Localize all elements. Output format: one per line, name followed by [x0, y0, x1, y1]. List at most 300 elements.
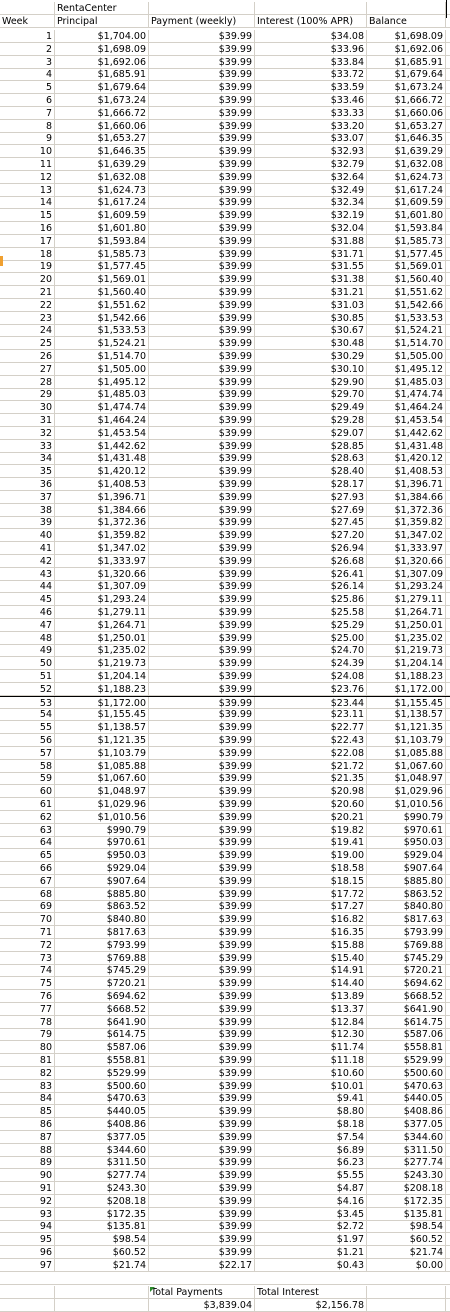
cell-principal[interactable]: $1,359.82 [55, 529, 149, 542]
cell-balance[interactable]: $950.03 [367, 836, 446, 849]
col-header-week[interactable]: Week [0, 15, 55, 28]
cell-payment[interactable]: $39.99 [149, 363, 255, 376]
cell-week[interactable]: 79 [0, 1028, 55, 1041]
cell-balance[interactable]: $1,505.00 [367, 350, 446, 363]
cell-week[interactable]: 97 [0, 1259, 55, 1272]
cell-principal[interactable]: $1,372.36 [55, 516, 149, 529]
cell-payment[interactable]: $39.99 [149, 747, 255, 760]
cell-week[interactable]: 77 [0, 1003, 55, 1016]
cell-interest[interactable]: $11.74 [255, 1041, 367, 1054]
cell-interest[interactable]: $12.30 [255, 1028, 367, 1041]
cell-balance[interactable]: $1,653.27 [367, 120, 446, 133]
cell-payment[interactable]: $39.99 [149, 926, 255, 939]
cell-week[interactable]: 35 [0, 465, 55, 478]
cell-interest[interactable]: $31.03 [255, 299, 367, 312]
cell-week[interactable]: 41 [0, 542, 55, 555]
cell-payment[interactable]: $39.99 [149, 1182, 255, 1195]
cell-balance[interactable]: $1,103.79 [367, 734, 446, 747]
cell-week[interactable]: 96 [0, 1246, 55, 1259]
cell-principal[interactable]: $970.61 [55, 836, 149, 849]
cell-interest[interactable]: $25.86 [255, 593, 367, 606]
cell-interest[interactable]: $28.40 [255, 465, 367, 478]
totals-cell-a[interactable] [0, 1286, 55, 1299]
cell-interest[interactable]: $25.29 [255, 619, 367, 632]
cell-payment[interactable]: $39.99 [149, 862, 255, 875]
cell-week[interactable]: 88 [0, 1144, 55, 1157]
cell-payment[interactable]: $39.99 [149, 286, 255, 299]
cell-balance[interactable]: $1,646.35 [367, 132, 446, 145]
cell-principal[interactable]: $1,585.73 [55, 248, 149, 261]
cell-principal[interactable]: $529.99 [55, 1067, 149, 1080]
cell-week[interactable]: 7 [0, 107, 55, 120]
cell-balance[interactable]: $720.21 [367, 964, 446, 977]
cell-interest[interactable]: $21.72 [255, 760, 367, 773]
cell-payment[interactable]: $39.99 [149, 81, 255, 94]
cell-interest[interactable]: $32.04 [255, 222, 367, 235]
cell-payment[interactable]: $39.99 [149, 939, 255, 952]
cell-balance[interactable]: $1,320.66 [367, 555, 446, 568]
cell-week[interactable]: 48 [0, 632, 55, 645]
cell-week[interactable]: 22 [0, 299, 55, 312]
cell-interest[interactable]: $24.08 [255, 670, 367, 683]
cell-payment[interactable]: $39.99 [149, 1131, 255, 1144]
cell-interest[interactable]: $29.28 [255, 414, 367, 427]
cell-balance[interactable]: $1,372.36 [367, 504, 446, 517]
cell-principal[interactable]: $1,293.24 [55, 593, 149, 606]
cell-balance[interactable]: $311.50 [367, 1144, 446, 1157]
cell-balance[interactable]: $1,431.48 [367, 440, 446, 453]
cell-principal[interactable]: $1,085.88 [55, 760, 149, 773]
total-interest-value[interactable]: $2,156.78 [255, 1299, 367, 1312]
cell-balance[interactable]: $1,660.06 [367, 107, 446, 120]
cell-week[interactable]: 75 [0, 977, 55, 990]
cell-interest[interactable]: $7.54 [255, 1131, 367, 1144]
cell-principal[interactable]: $641.90 [55, 1016, 149, 1029]
cell-week[interactable]: 68 [0, 888, 55, 901]
cell-balance[interactable]: $817.63 [367, 913, 446, 926]
cell-interest[interactable]: $30.85 [255, 312, 367, 325]
cell-balance[interactable]: $1,617.24 [367, 184, 446, 197]
cell-interest[interactable]: $31.71 [255, 248, 367, 261]
cell-payment[interactable]: $39.99 [149, 209, 255, 222]
cell-principal[interactable]: $1,609.59 [55, 209, 149, 222]
cell-payment[interactable]: $39.99 [149, 708, 255, 721]
cell-principal[interactable]: $1,420.12 [55, 465, 149, 478]
cell-principal[interactable]: $243.30 [55, 1182, 149, 1195]
cell-interest[interactable]: $13.89 [255, 990, 367, 1003]
cell-week[interactable]: 53 [0, 697, 55, 710]
cell-payment[interactable]: $39.99 [149, 30, 255, 43]
cell-balance[interactable]: $1,692.06 [367, 43, 446, 56]
cell-balance[interactable]: $793.99 [367, 926, 446, 939]
cell-week[interactable]: 81 [0, 1054, 55, 1067]
cell-week[interactable]: 93 [0, 1208, 55, 1221]
cell-payment[interactable]: $39.99 [149, 452, 255, 465]
cell-principal[interactable]: $1,235.02 [55, 644, 149, 657]
cell-payment[interactable]: $39.99 [149, 811, 255, 824]
cell-interest[interactable]: $1.97 [255, 1233, 367, 1246]
cell-principal[interactable]: $1,593.84 [55, 235, 149, 248]
cell-payment[interactable]: $39.99 [149, 1118, 255, 1131]
cell-balance[interactable]: $1,624.73 [367, 171, 446, 184]
cell-week[interactable]: 2 [0, 43, 55, 56]
cell-principal[interactable]: $1,474.74 [55, 401, 149, 414]
cell-week[interactable]: 28 [0, 376, 55, 389]
cell-payment[interactable]: $39.99 [149, 56, 255, 69]
cell-interest[interactable]: $28.63 [255, 452, 367, 465]
cell-balance[interactable]: $694.62 [367, 977, 446, 990]
cell-payment[interactable]: $39.99 [149, 171, 255, 184]
cell-balance[interactable]: $1,235.02 [367, 632, 446, 645]
cell-payment[interactable]: $39.99 [149, 721, 255, 734]
cell-principal[interactable]: $21.74 [55, 1259, 149, 1272]
cell-balance[interactable]: $1,514.70 [367, 337, 446, 350]
header-cell-d1[interactable] [255, 2, 367, 15]
cell-week[interactable]: 25 [0, 337, 55, 350]
cell-principal[interactable]: $1,121.35 [55, 734, 149, 747]
cell-interest[interactable]: $27.45 [255, 516, 367, 529]
cell-balance[interactable]: $1,685.91 [367, 56, 446, 69]
cell-balance[interactable]: $1,542.66 [367, 299, 446, 312]
cell-interest[interactable]: $25.58 [255, 606, 367, 619]
cell-interest[interactable]: $3.45 [255, 1208, 367, 1221]
cell-payment[interactable]: $39.99 [149, 606, 255, 619]
cell-principal[interactable]: $720.21 [55, 977, 149, 990]
cell-principal[interactable]: $1,601.80 [55, 222, 149, 235]
cell-week[interactable]: 39 [0, 516, 55, 529]
cell-principal[interactable]: $440.05 [55, 1105, 149, 1118]
cell-interest[interactable]: $18.15 [255, 875, 367, 888]
cell-balance[interactable]: $1,333.97 [367, 542, 446, 555]
cell-interest[interactable]: $22.43 [255, 734, 367, 747]
cell-interest[interactable]: $15.88 [255, 939, 367, 952]
cell-week[interactable]: 10 [0, 145, 55, 158]
cell-interest[interactable]: $29.70 [255, 388, 367, 401]
cell-payment[interactable]: $39.99 [149, 43, 255, 56]
cell-week[interactable]: 72 [0, 939, 55, 952]
cell-week[interactable]: 14 [0, 196, 55, 209]
cell-week[interactable]: 62 [0, 811, 55, 824]
cell-principal[interactable]: $817.63 [55, 926, 149, 939]
cell-payment[interactable]: $22.17 [149, 1259, 255, 1272]
cell-balance[interactable]: $614.75 [367, 1016, 446, 1029]
cell-week[interactable]: 18 [0, 248, 55, 261]
cell-interest[interactable]: $24.39 [255, 657, 367, 670]
cell-principal[interactable]: $1,307.09 [55, 580, 149, 593]
cell-balance[interactable]: $1,464.24 [367, 401, 446, 414]
cell-principal[interactable]: $1,204.14 [55, 670, 149, 683]
cell-principal[interactable]: $1,632.08 [55, 171, 149, 184]
cell-interest[interactable]: $20.21 [255, 811, 367, 824]
cell-principal[interactable]: $1,505.00 [55, 363, 149, 376]
cell-principal[interactable]: $1,048.97 [55, 785, 149, 798]
cell-balance[interactable]: $1,138.57 [367, 708, 446, 721]
cell-interest[interactable]: $10.01 [255, 1080, 367, 1093]
cell-week[interactable]: 78 [0, 1016, 55, 1029]
cell-week[interactable]: 70 [0, 913, 55, 926]
cell-payment[interactable]: $39.99 [149, 1233, 255, 1246]
cell-balance[interactable]: $1,569.01 [367, 260, 446, 273]
totals-value-cell-e[interactable] [367, 1299, 446, 1312]
cell-payment[interactable]: $39.99 [149, 785, 255, 798]
cell-principal[interactable]: $929.04 [55, 862, 149, 875]
cell-balance[interactable]: $1,347.02 [367, 529, 446, 542]
cell-payment[interactable]: $39.99 [149, 542, 255, 555]
cell-interest[interactable]: $29.07 [255, 427, 367, 440]
cell-week[interactable]: 38 [0, 504, 55, 517]
cell-principal[interactable]: $1,103.79 [55, 747, 149, 760]
cell-balance[interactable]: $1,219.73 [367, 644, 446, 657]
cell-week[interactable]: 16 [0, 222, 55, 235]
cell-week[interactable]: 4 [0, 68, 55, 81]
cell-interest[interactable]: $0.43 [255, 1259, 367, 1272]
cell-principal[interactable]: $1,560.40 [55, 286, 149, 299]
cell-interest[interactable]: $32.49 [255, 184, 367, 197]
cell-week[interactable]: 3 [0, 56, 55, 69]
cell-payment[interactable]: $39.99 [149, 849, 255, 862]
cell-interest[interactable]: $30.67 [255, 324, 367, 337]
cell-week[interactable]: 36 [0, 478, 55, 491]
cell-balance[interactable]: $1,121.35 [367, 721, 446, 734]
cell-principal[interactable]: $1,569.01 [55, 273, 149, 286]
cell-payment[interactable]: $39.99 [149, 273, 255, 286]
cell-payment[interactable]: $39.99 [149, 568, 255, 581]
cell-interest[interactable]: $17.72 [255, 888, 367, 901]
cell-week[interactable]: 91 [0, 1182, 55, 1195]
cell-week[interactable]: 90 [0, 1169, 55, 1182]
cell-principal[interactable]: $1,685.91 [55, 68, 149, 81]
cell-week[interactable]: 49 [0, 644, 55, 657]
cell-interest[interactable]: $32.93 [255, 145, 367, 158]
cell-balance[interactable]: $1,609.59 [367, 196, 446, 209]
cell-principal[interactable]: $558.81 [55, 1054, 149, 1067]
cell-principal[interactable]: $1,524.21 [55, 337, 149, 350]
cell-week[interactable]: 50 [0, 657, 55, 670]
cell-principal[interactable]: $1,464.24 [55, 414, 149, 427]
cell-week[interactable]: 44 [0, 580, 55, 593]
cell-principal[interactable]: $277.74 [55, 1169, 149, 1182]
cell-payment[interactable]: $39.99 [149, 990, 255, 1003]
cell-principal[interactable]: $1,250.01 [55, 632, 149, 645]
cell-principal[interactable]: $1,442.62 [55, 440, 149, 453]
cell-payment[interactable]: $39.99 [149, 1195, 255, 1208]
cell-week[interactable]: 42 [0, 555, 55, 568]
cell-balance[interactable]: $1,029.96 [367, 785, 446, 798]
cell-principal[interactable]: $1,485.03 [55, 388, 149, 401]
cell-payment[interactable]: $39.99 [149, 1041, 255, 1054]
cell-principal[interactable]: $1,219.73 [55, 657, 149, 670]
cell-interest[interactable]: $20.98 [255, 785, 367, 798]
cell-balance[interactable]: $21.74 [367, 1246, 446, 1259]
cell-interest[interactable]: $5.55 [255, 1169, 367, 1182]
cell-interest[interactable]: $8.80 [255, 1105, 367, 1118]
cell-interest[interactable]: $6.89 [255, 1144, 367, 1157]
cell-payment[interactable]: $39.99 [149, 94, 255, 107]
cell-interest[interactable]: $26.14 [255, 580, 367, 593]
cell-payment[interactable]: $39.99 [149, 350, 255, 363]
cell-balance[interactable]: $529.99 [367, 1054, 446, 1067]
cell-payment[interactable]: $39.99 [149, 1092, 255, 1105]
cell-payment[interactable]: $39.99 [149, 184, 255, 197]
cell-payment[interactable]: $39.99 [149, 491, 255, 504]
cell-principal[interactable]: $793.99 [55, 939, 149, 952]
cell-principal[interactable]: $1,514.70 [55, 350, 149, 363]
cell-principal[interactable]: $1,279.11 [55, 606, 149, 619]
cell-principal[interactable]: $1,577.45 [55, 260, 149, 273]
cell-principal[interactable]: $1,673.24 [55, 94, 149, 107]
header-cell-e1[interactable] [367, 2, 446, 15]
cell-balance[interactable]: $558.81 [367, 1041, 446, 1054]
cell-balance[interactable]: $1,307.09 [367, 568, 446, 581]
cell-interest[interactable]: $4.87 [255, 1182, 367, 1195]
cell-week[interactable]: 80 [0, 1041, 55, 1054]
cell-week[interactable]: 95 [0, 1233, 55, 1246]
cell-balance[interactable]: $1,533.53 [367, 312, 446, 325]
cell-balance[interactable]: $1,408.53 [367, 465, 446, 478]
cell-interest[interactable]: $19.00 [255, 849, 367, 862]
cell-interest[interactable]: $16.35 [255, 926, 367, 939]
cell-week[interactable]: 57 [0, 747, 55, 760]
cell-payment[interactable]: $39.99 [149, 427, 255, 440]
cell-balance[interactable]: $1,067.60 [367, 760, 446, 773]
cell-payment[interactable]: $39.99 [149, 670, 255, 683]
cell-interest[interactable]: $33.20 [255, 120, 367, 133]
cell-principal[interactable]: $668.52 [55, 1003, 149, 1016]
cell-week[interactable]: 63 [0, 824, 55, 837]
cell-week[interactable]: 34 [0, 452, 55, 465]
cell-payment[interactable]: $39.99 [149, 593, 255, 606]
cell-interest[interactable]: $27.93 [255, 491, 367, 504]
cell-principal[interactable]: $208.18 [55, 1195, 149, 1208]
cell-payment[interactable]: $39.99 [149, 529, 255, 542]
cell-week[interactable]: 89 [0, 1156, 55, 1169]
cell-principal[interactable]: $840.80 [55, 913, 149, 926]
cell-balance[interactable]: $60.52 [367, 1233, 446, 1246]
cell-balance[interactable]: $1,577.45 [367, 248, 446, 261]
cell-week[interactable]: 21 [0, 286, 55, 299]
cell-principal[interactable]: $1,692.06 [55, 56, 149, 69]
col-header-payment[interactable]: Payment (weekly) [149, 15, 255, 28]
cell-week[interactable]: 32 [0, 427, 55, 440]
cell-balance[interactable]: $1,384.66 [367, 491, 446, 504]
cell-balance[interactable]: $1,048.97 [367, 772, 446, 785]
cell-interest[interactable]: $23.44 [255, 697, 367, 710]
cell-balance[interactable]: $500.60 [367, 1067, 446, 1080]
cell-principal[interactable]: $1,666.72 [55, 107, 149, 120]
cell-balance[interactable]: $1,420.12 [367, 452, 446, 465]
cell-payment[interactable]: $39.99 [149, 632, 255, 645]
cell-interest[interactable]: $15.40 [255, 952, 367, 965]
cell-principal[interactable]: $1,408.53 [55, 478, 149, 491]
cell-interest[interactable]: $16.82 [255, 913, 367, 926]
cell-balance[interactable]: $1,442.62 [367, 427, 446, 440]
cell-principal[interactable]: $1,453.54 [55, 427, 149, 440]
cell-principal[interactable]: $1,172.00 [55, 697, 149, 710]
cell-balance[interactable]: $1,601.80 [367, 209, 446, 222]
cell-interest[interactable]: $23.11 [255, 708, 367, 721]
cell-week[interactable]: 9 [0, 132, 55, 145]
cell-payment[interactable]: $39.99 [149, 619, 255, 632]
cell-principal[interactable]: $172.35 [55, 1208, 149, 1221]
cell-payment[interactable]: $39.99 [149, 772, 255, 785]
cell-week[interactable]: 55 [0, 721, 55, 734]
cell-principal[interactable]: $769.88 [55, 952, 149, 965]
cell-payment[interactable]: $39.99 [149, 1220, 255, 1233]
cell-balance[interactable]: $863.52 [367, 888, 446, 901]
cell-balance[interactable]: $587.06 [367, 1028, 446, 1041]
cell-interest[interactable]: $25.00 [255, 632, 367, 645]
cell-payment[interactable]: $39.99 [149, 824, 255, 837]
cell-principal[interactable]: $863.52 [55, 900, 149, 913]
cell-payment[interactable]: $39.99 [149, 1067, 255, 1080]
cell-principal[interactable]: $990.79 [55, 824, 149, 837]
cell-principal[interactable]: $377.05 [55, 1131, 149, 1144]
cell-week[interactable]: 54 [0, 708, 55, 721]
cell-balance[interactable]: $970.61 [367, 824, 446, 837]
cell-interest[interactable]: $26.41 [255, 568, 367, 581]
total-payments-value[interactable]: $3,839.04 [149, 1299, 255, 1312]
cell-balance[interactable]: $98.54 [367, 1220, 446, 1233]
cell-principal[interactable]: $311.50 [55, 1156, 149, 1169]
cell-principal[interactable]: $1,542.66 [55, 312, 149, 325]
cell-interest[interactable]: $28.85 [255, 440, 367, 453]
cell-payment[interactable]: $39.99 [149, 120, 255, 133]
cell-payment[interactable]: $39.99 [149, 388, 255, 401]
cell-balance[interactable]: $1,359.82 [367, 516, 446, 529]
cell-interest[interactable]: $34.08 [255, 30, 367, 43]
cell-week[interactable]: 37 [0, 491, 55, 504]
cell-balance[interactable]: $1,485.03 [367, 376, 446, 389]
cell-interest[interactable]: $27.69 [255, 504, 367, 517]
cell-balance[interactable]: $344.60 [367, 1131, 446, 1144]
cell-principal[interactable]: $60.52 [55, 1246, 149, 1259]
cell-balance[interactable]: $641.90 [367, 1003, 446, 1016]
cell-interest[interactable]: $32.19 [255, 209, 367, 222]
cell-principal[interactable]: $98.54 [55, 1233, 149, 1246]
cell-interest[interactable]: $19.82 [255, 824, 367, 837]
cell-payment[interactable]: $39.99 [149, 299, 255, 312]
cell-week[interactable]: 64 [0, 836, 55, 849]
cell-principal[interactable]: $1,264.71 [55, 619, 149, 632]
cell-payment[interactable]: $39.99 [149, 107, 255, 120]
cell-principal[interactable]: $885.80 [55, 888, 149, 901]
cell-week[interactable]: 47 [0, 619, 55, 632]
cell-interest[interactable]: $33.46 [255, 94, 367, 107]
cell-week[interactable]: 11 [0, 158, 55, 171]
cell-week[interactable]: 30 [0, 401, 55, 414]
cell-week[interactable]: 59 [0, 772, 55, 785]
totals-value-cell-a[interactable] [0, 1299, 55, 1312]
cell-payment[interactable]: $39.99 [149, 1156, 255, 1169]
cell-week[interactable]: 56 [0, 734, 55, 747]
cell-interest[interactable]: $9.41 [255, 1092, 367, 1105]
totals-cell-e[interactable] [367, 1286, 446, 1299]
cell-interest[interactable]: $4.16 [255, 1195, 367, 1208]
cell-week[interactable]: 67 [0, 875, 55, 888]
cell-balance[interactable]: $1,155.45 [367, 697, 446, 710]
cell-payment[interactable]: $39.99 [149, 798, 255, 811]
cell-principal[interactable]: $1,155.45 [55, 708, 149, 721]
sheet-title[interactable]: RentaCenter [55, 2, 149, 15]
cell-balance[interactable]: $1,698.09 [367, 30, 446, 43]
cell-payment[interactable]: $39.99 [149, 1169, 255, 1182]
cell-balance[interactable]: $1,293.24 [367, 580, 446, 593]
cell-payment[interactable]: $39.99 [149, 158, 255, 171]
cell-week[interactable]: 13 [0, 184, 55, 197]
cell-balance[interactable]: $1,264.71 [367, 606, 446, 619]
cell-week[interactable]: 26 [0, 350, 55, 363]
cell-payment[interactable]: $39.99 [149, 964, 255, 977]
